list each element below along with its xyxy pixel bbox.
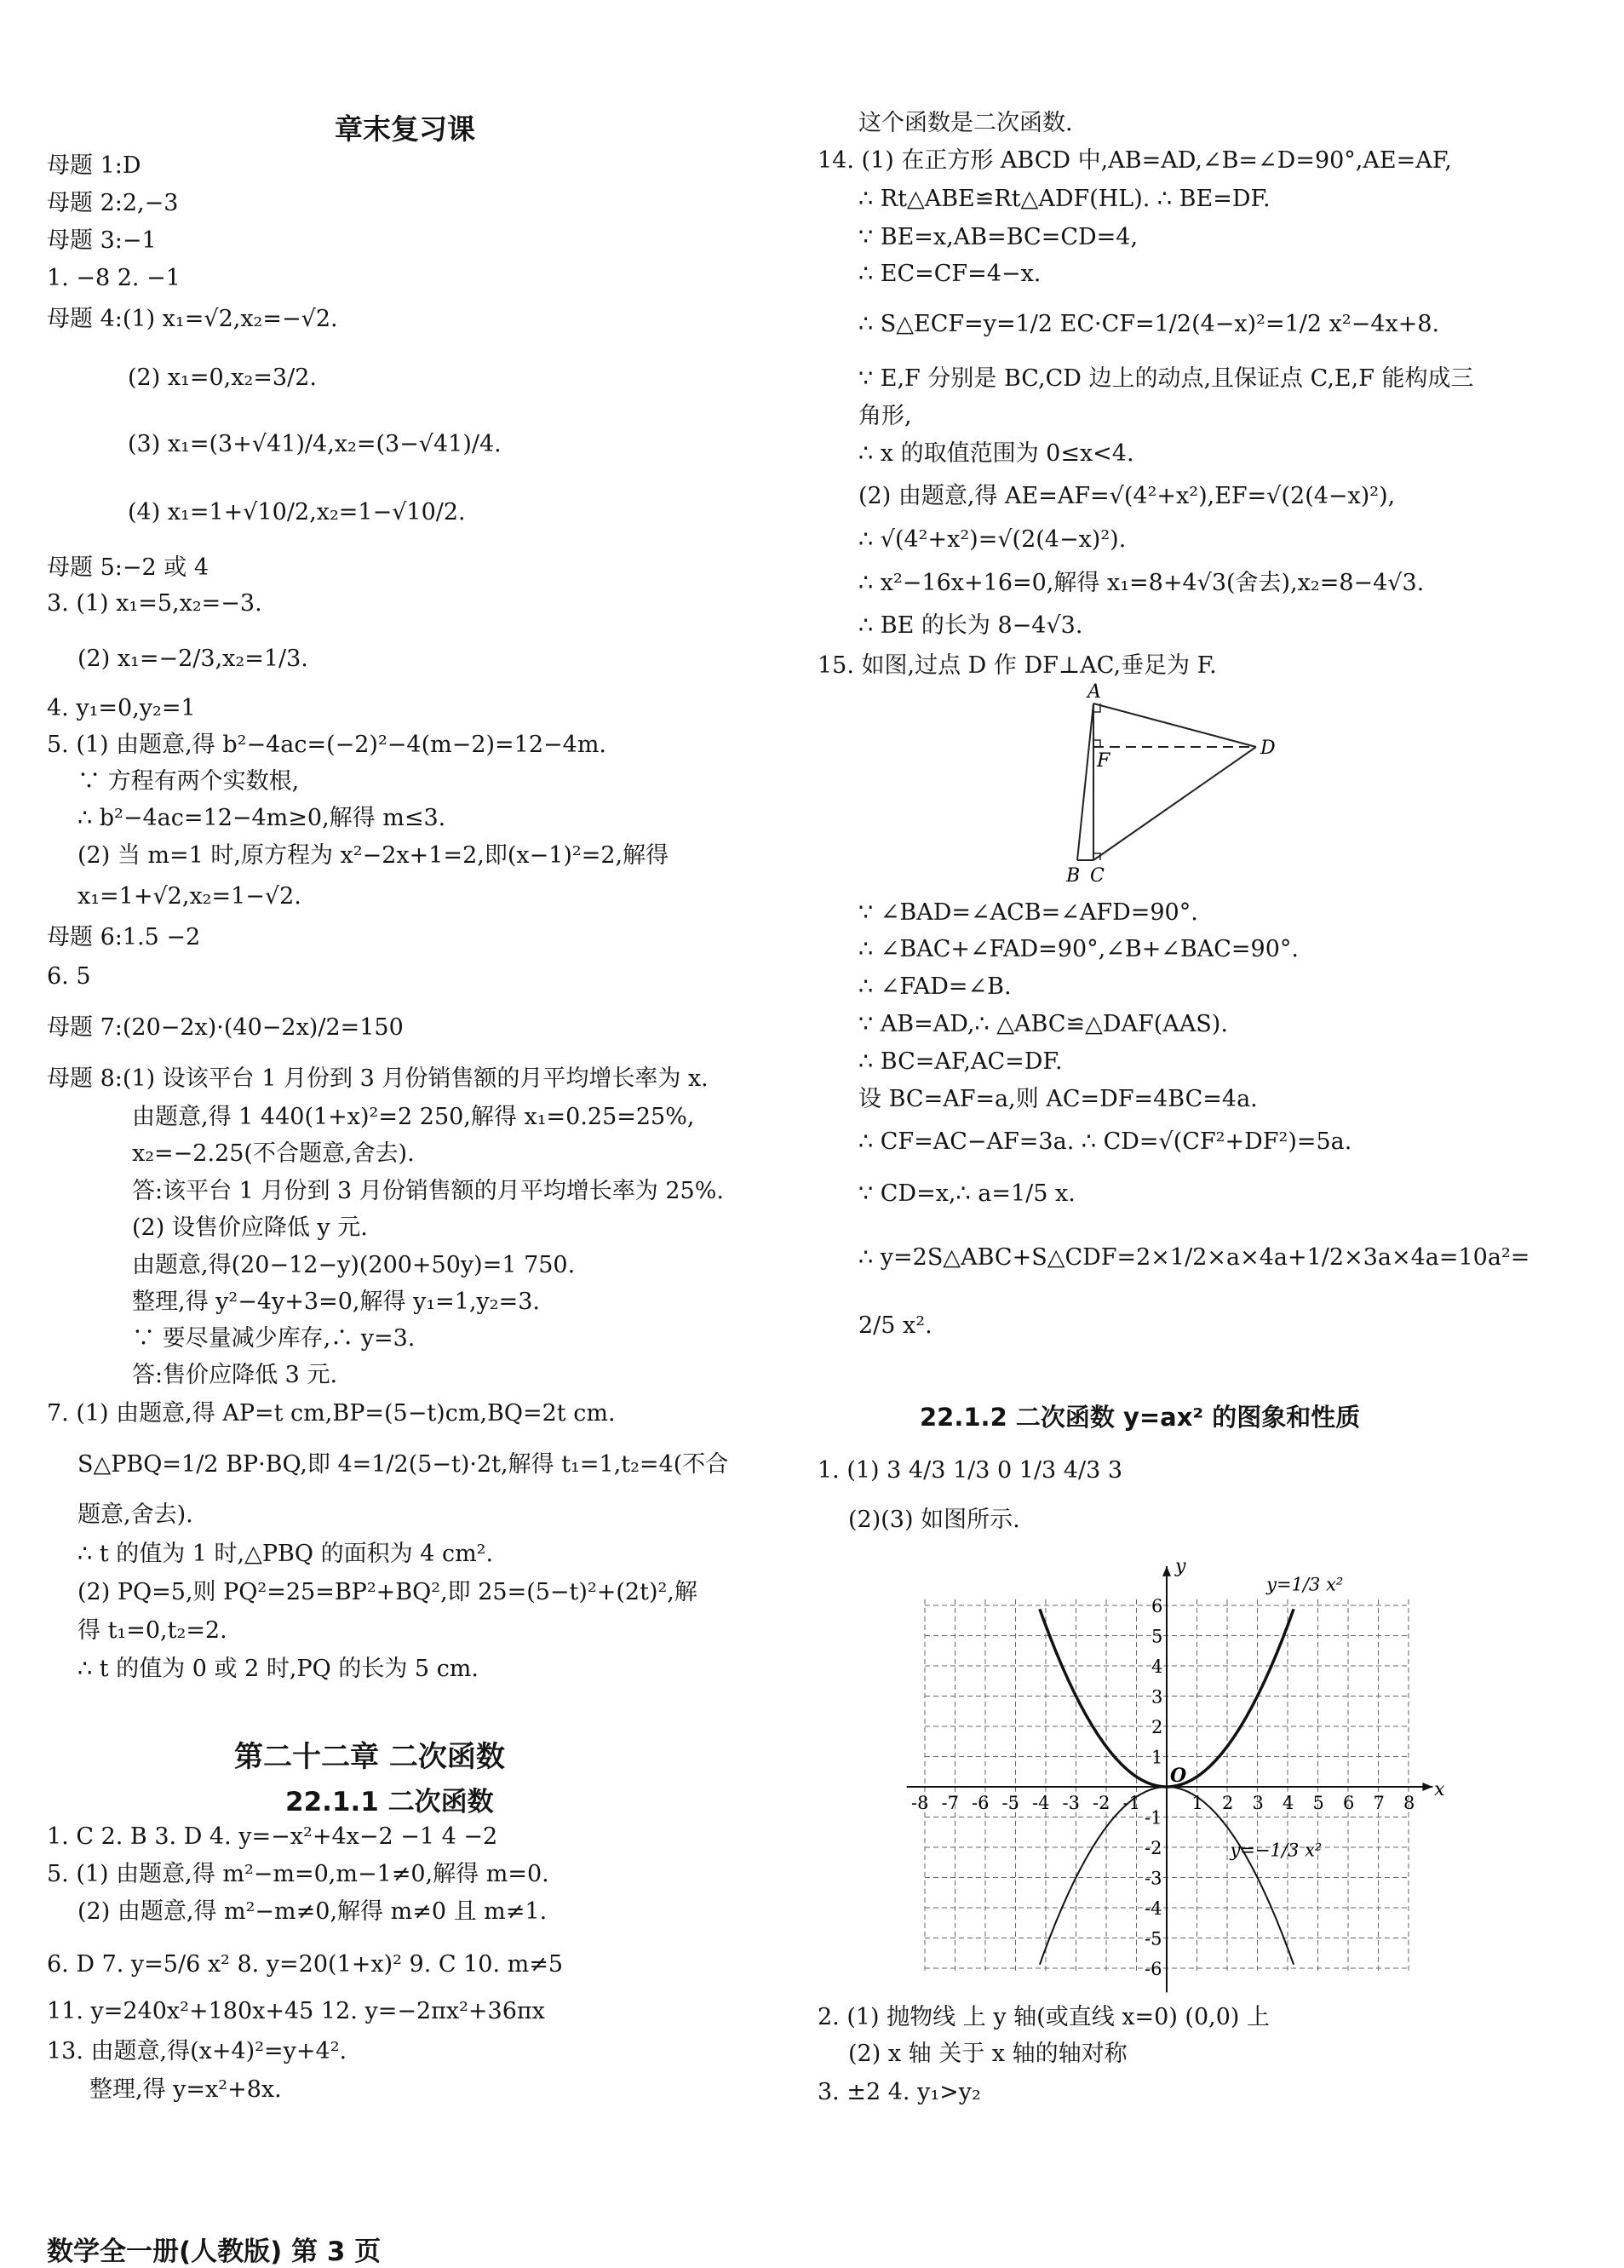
answer-line: 整理,得 y²−4y+3=0,解得 y₁=1,y₂=3. bbox=[132, 1289, 540, 1315]
y-tick-label: 4 bbox=[1151, 1657, 1163, 1677]
answer-line: ∴ y=2S△ABC+S△CDF=2×1/2×a×4a+1/2×3a×4a=10a²= bbox=[858, 1244, 1530, 1271]
answer-line: ∵ AB=AD,∴ △ABC≌△DAF(AAS). bbox=[858, 1011, 1228, 1037]
answer-line: 母题 6:1.5 −2 bbox=[47, 924, 201, 950]
answer-line: ∵ CD=x,∴ a=1/5 x. bbox=[858, 1180, 1076, 1207]
answer-line: ∴ S△ECF=y=1/2 EC·CF=1/2(4−x)²=1/2 x²−4x+8. bbox=[858, 311, 1440, 337]
y-tick-label: -6 bbox=[1145, 1959, 1162, 1979]
answer-line: (4) x₁=1+√10/2,x₂=1−√10/2. bbox=[128, 499, 466, 525]
answer-line: 这个函数是二次函数. bbox=[858, 110, 1073, 136]
y-tick-label: -1 bbox=[1145, 1807, 1162, 1829]
x-axis-arrow bbox=[1422, 1783, 1432, 1791]
answer-line: 14. (1) 在正方形 ABCD 中,AB=AD,∠B=∠D=90°,AE=AF, bbox=[818, 147, 1452, 174]
answer-line: (2) 设售价应降低 y 元. bbox=[132, 1214, 368, 1241]
x-tick-label: 2 bbox=[1222, 1793, 1234, 1813]
answer-line: ∴ x²−16x+16=0,解得 x₁=8+4√3(舍去),x₂=8−4√3. bbox=[858, 570, 1425, 596]
point-label-b: B bbox=[1066, 865, 1081, 887]
x-tick-label: 4 bbox=[1283, 1793, 1294, 1813]
answer-line: 6. D 7. y=5/6 x² 8. y=20(1+x)² 9. C 10. m≠5 bbox=[47, 1951, 564, 1978]
point-label-a: A bbox=[1087, 681, 1101, 703]
page-footer: 数学全一册(人教版) 第 3 页 bbox=[47, 2236, 382, 2267]
answer-line: 母题 7:(20−2x)·(40−2x)/2=150 bbox=[47, 1014, 404, 1041]
y-tick-label: -4 bbox=[1145, 1898, 1162, 1919]
answer-line: ∴ x 的取值范围为 0≤x<4. bbox=[858, 440, 1134, 467]
y-tick-label: 3 bbox=[1151, 1686, 1163, 1708]
side-ab bbox=[1077, 703, 1093, 860]
answer-line: (2) x 轴 关于 x 轴的轴对称 bbox=[848, 2041, 1128, 2067]
curve-label-upper: y=1/3 x² bbox=[1266, 1574, 1344, 1595]
y-tick-label: 5 bbox=[1151, 1626, 1163, 1647]
y-tick-label: -2 bbox=[1145, 1838, 1162, 1858]
point-label-c: C bbox=[1090, 865, 1105, 887]
x-tick-label: -2 bbox=[1093, 1793, 1110, 1813]
answer-line: 5. (1) 由题意,得 m²−m=0,m−1≠0,解得 m=0. bbox=[47, 1861, 549, 1887]
answer-line: 2/5 x². bbox=[858, 1312, 933, 1339]
y-tick-label: -5 bbox=[1145, 1928, 1162, 1949]
answer-line: (2) x₁=0,x₂=3/2. bbox=[128, 365, 317, 391]
x-axis-label: x bbox=[1434, 1779, 1445, 1800]
answer-line: 1. C 2. B 3. D 4. y=−x²+4x−2 −1 4 −2 bbox=[47, 1823, 498, 1850]
answer-line: (2) 当 m=1 时,原方程为 x²−2x+1=2,即(x−1)²=2,解得 bbox=[77, 842, 669, 869]
section-title: 22.1.2 二次函数 y=ax² 的图象和性质 bbox=[920, 1403, 1361, 1432]
answer-line: 母题 3:−1 bbox=[47, 227, 157, 254]
answer-line: 母题 2:2,−3 bbox=[47, 190, 179, 216]
answer-line: ∴ √(4²+x²)=√(2(4−x)²). bbox=[858, 526, 1127, 553]
answer-line: ∴ ∠BAC+∠FAD=90°,∠B+∠BAC=90°. bbox=[858, 936, 1299, 962]
y-tick-label: 1 bbox=[1151, 1747, 1163, 1768]
x-tick-label: -7 bbox=[941, 1793, 959, 1813]
answer-line: 1. (1) 3 4/3 1/3 0 1/3 4/3 3 bbox=[818, 1457, 1123, 1484]
x-tick-label: 3 bbox=[1252, 1793, 1264, 1813]
point-label-d: D bbox=[1260, 738, 1276, 759]
answer-line: 母题 4:(1) x₁=√2,x₂=−√2. bbox=[47, 306, 338, 332]
answer-line: 3. ±2 4. y₁>y₂ bbox=[818, 2079, 981, 2105]
answer-line: ∴ ∠FAD=∠B. bbox=[858, 973, 1012, 1000]
x-tick-label: -1 bbox=[1122, 1793, 1140, 1813]
y-tick-label: -3 bbox=[1145, 1868, 1162, 1889]
answer-line: 由题意,得(20−12−y)(200+50y)=1 750. bbox=[132, 1252, 576, 1278]
x-tick-label: -4 bbox=[1032, 1793, 1050, 1813]
answer-line: ∵ BE=x,AB=BC=CD=4, bbox=[858, 224, 1139, 250]
y-tick-label: 2 bbox=[1151, 1717, 1163, 1737]
answer-line: 角形, bbox=[858, 403, 912, 429]
answer-line: ∴ Rt△ABE≌Rt△ADF(HL). ∴ BE=DF. bbox=[858, 186, 1271, 212]
x-tick-label: -5 bbox=[1001, 1793, 1019, 1813]
answer-line: 6. 5 bbox=[47, 963, 91, 990]
side-cd bbox=[1093, 747, 1256, 860]
answer-line: ∴ BC=AF,AC=DF. bbox=[858, 1048, 1063, 1075]
answer-line: 7. (1) 由题意,得 AP=t cm,BP=(5−t)cm,BQ=2t cm. bbox=[47, 1400, 616, 1427]
answer-line: ∵ E,F 分别是 BC,CD 边上的动点,且保证点 C,E,F 能构成三 bbox=[858, 365, 1474, 392]
answer-line: ∵ ∠BAD=∠ACB=∠AFD=90°. bbox=[858, 899, 1198, 926]
answer-line: 3. (1) x₁=5,x₂=−3. bbox=[47, 590, 262, 617]
answer-line: (2) PQ=5,则 PQ²=25=BP²+BQ²,即 25=(5−t)²+(2t)²,解 bbox=[77, 1579, 697, 1605]
answer-line: 由题意,得 1 440(1+x)²=2 250,解得 x₁=0.25=25%, bbox=[132, 1104, 695, 1130]
right-angle-mark bbox=[1093, 740, 1100, 747]
answer-line: ∵ 要尽量减少库存,∴ y=3. bbox=[132, 1325, 416, 1352]
x-tick-label: 6 bbox=[1343, 1793, 1355, 1813]
origin-label: O bbox=[1170, 1765, 1187, 1787]
answer-line: 13. 由题意,得(x+4)²=y+4². bbox=[47, 2038, 347, 2064]
answer-line: x₁=1+√2,x₂=1−√2. bbox=[77, 883, 301, 910]
answer-line: ∴ BE 的长为 8−4√3. bbox=[858, 612, 1083, 639]
answer-line: 2. (1) 抛物线 上 y 轴(或直线 x=0) (0,0) 上 bbox=[818, 2004, 1271, 2030]
section-title: 22.1.1 二次函数 bbox=[285, 1787, 494, 1817]
x-tick-label: 8 bbox=[1403, 1793, 1415, 1813]
answer-line: 母题 5:−2 或 4 bbox=[47, 554, 209, 581]
answer-line: 11. y=240x²+180x+45 12. y=−2πx²+36πx bbox=[47, 1998, 545, 2024]
answer-line: (2) 由题意,得 m²−m≠0,解得 m≠0 且 m≠1. bbox=[77, 1898, 548, 1925]
answer-line: 设 BC=AF=a,则 AC=DF=4BC=4a. bbox=[858, 1086, 1258, 1112]
y-axis-arrow bbox=[1162, 1566, 1171, 1576]
answer-line: 答:售价应降低 3 元. bbox=[132, 1362, 338, 1388]
answer-line: 5. (1) 由题意,得 b²−4ac=(−2)²−4(m−2)=12−4m. bbox=[47, 732, 607, 758]
answer-line: ∴ t 的值为 0 或 2 时,PQ 的长为 5 cm. bbox=[77, 1656, 479, 1682]
answer-line: (2) 由题意,得 AE=AF=√(4²+x²),EF=√(2(4−x)²), bbox=[858, 483, 1396, 509]
answer-line: 母题 8:(1) 设该平台 1 月份到 3 月份销售额的月平均增长率为 x. bbox=[47, 1065, 709, 1092]
answer-line: (2) x₁=−2/3,x₂=1/3. bbox=[77, 646, 308, 672]
answer-line: S△PBQ=1/2 BP·BQ,即 4=1/2(5−t)·2t,解得 t₁=1,t₂=4(不合 bbox=[77, 1451, 729, 1478]
y-axis-label: y bbox=[1175, 1555, 1186, 1577]
side-ad bbox=[1093, 703, 1256, 747]
x-tick-label: -3 bbox=[1062, 1793, 1080, 1813]
answer-line: ∴ EC=CF=4−x. bbox=[858, 261, 1042, 287]
answer-line: (2)(3) 如图所示. bbox=[848, 1507, 1020, 1533]
answer-line: 答:该平台 1 月份到 3 月份销售额的月平均增长率为 25%. bbox=[132, 1178, 724, 1204]
answer-line: 得 t₁=0,t₂=2. bbox=[77, 1617, 227, 1644]
answer-line: x₂=−2.25(不合题意,舍去). bbox=[132, 1140, 415, 1167]
answer-line: 母题 1:D bbox=[47, 152, 141, 179]
answer-line: 题意,舍去). bbox=[77, 1501, 193, 1528]
x-tick-label: 1 bbox=[1191, 1793, 1203, 1813]
review-title: 章末复习课 bbox=[335, 112, 475, 146]
answer-line: 4. y₁=0,y₂=1 bbox=[47, 695, 196, 721]
point-label-f: F bbox=[1097, 750, 1110, 772]
answer-line: 整理,得 y=x²+8x. bbox=[89, 2076, 282, 2103]
answer-line: ∴ t 的值为 1 时,△PBQ 的面积为 4 cm². bbox=[77, 1541, 494, 1567]
chapter-title: 第二十二章 二次函数 bbox=[234, 1740, 505, 1774]
parabola-graph bbox=[886, 1546, 1448, 2006]
answer-line: 15. 如图,过点 D 作 DF⊥AC,垂足为 F. bbox=[818, 652, 1217, 679]
x-tick-label: -6 bbox=[972, 1793, 990, 1813]
x-tick-label: 7 bbox=[1373, 1793, 1385, 1813]
answer-line: ∴ b²−4ac=12−4m≥0,解得 m≤3. bbox=[77, 805, 446, 831]
answer-line: (3) x₁=(3+√41)/4,x₂=(3−√41)/4. bbox=[128, 431, 502, 457]
y-tick-label: 6 bbox=[1151, 1596, 1163, 1616]
answer-line: 1. −8 2. −1 bbox=[47, 265, 181, 291]
x-tick-label: -8 bbox=[911, 1793, 929, 1813]
triangle-figure bbox=[1066, 681, 1294, 894]
answer-line: ∵ 方程有两个实数根, bbox=[77, 768, 300, 795]
curve-label-lower: y=−1/3 x² bbox=[1230, 1840, 1323, 1861]
answer-line: ∴ CF=AC−AF=3a. ∴ CD=√(CF²+DF²)=5a. bbox=[858, 1128, 1352, 1155]
x-tick-label: 5 bbox=[1312, 1793, 1324, 1813]
